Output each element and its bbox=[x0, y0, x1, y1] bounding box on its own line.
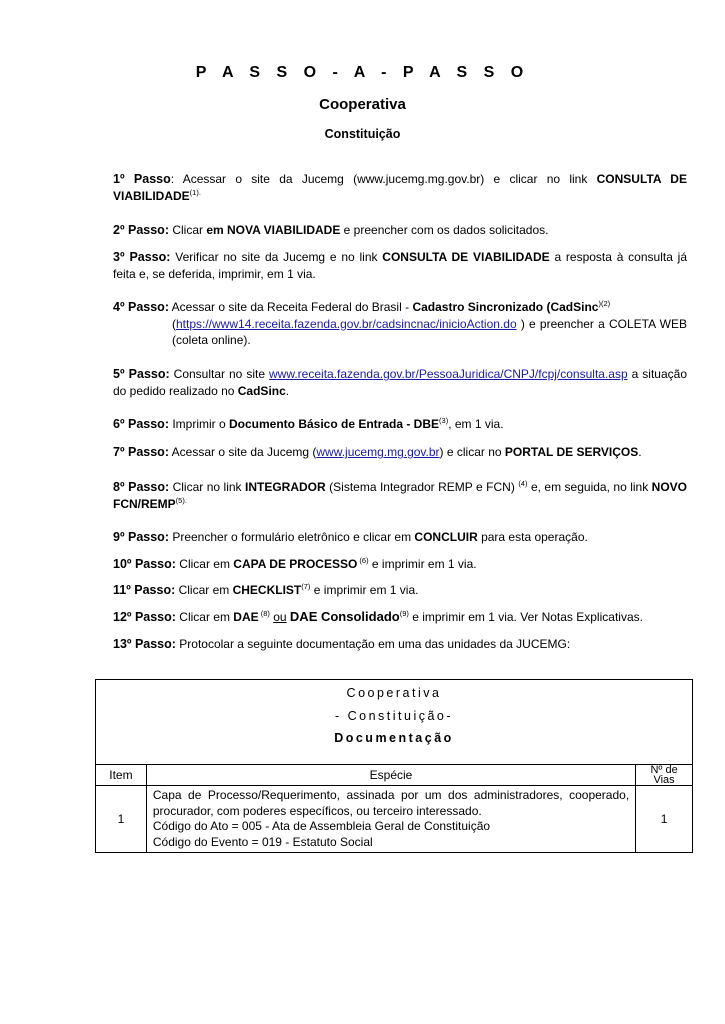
receita-cnpj-link[interactable]: www.receita.fazenda.gov.br/PessoaJuridica/CNPJ/fcpj/consulta.asp bbox=[269, 367, 628, 381]
table-heading: Documentação bbox=[334, 731, 454, 745]
step-text: Preencher o formulário eletrônico e clicar em bbox=[168, 530, 415, 544]
step-5 bbox=[113, 366, 687, 399]
step-11 bbox=[113, 582, 687, 599]
row-especie-line: Código do Evento = 019 - Estatuto Social bbox=[152, 834, 373, 849]
step-label: 7º Passo: bbox=[113, 445, 169, 459]
row-vias: 1 bbox=[636, 786, 693, 853]
step-8 bbox=[113, 479, 687, 512]
step-bold: DAE bbox=[233, 610, 259, 624]
step-bold: CONCLUIR bbox=[414, 530, 478, 544]
step-7 bbox=[113, 444, 687, 461]
step-10 bbox=[113, 556, 687, 573]
step-label: 10º Passo: bbox=[113, 557, 176, 571]
documentation-table bbox=[95, 679, 693, 853]
step-bold: CONSULTA DE VIABILIDADE bbox=[382, 250, 550, 264]
step-13 bbox=[113, 636, 687, 653]
step-text: a resposta à consulta já feita e, se deferida, imprimir, em 1 via. bbox=[113, 250, 687, 281]
step-text: Protocolar a seguinte documentação em uma das unidades da JUCEMG: bbox=[175, 637, 571, 651]
step-bold: em NOVA VIABILIDADE bbox=[206, 223, 341, 237]
footnote-ref: )(2) bbox=[598, 299, 611, 308]
step-text: Imprimir o bbox=[168, 417, 229, 431]
step-text: e imprimir em 1 via. Ver Notas Explicativas. bbox=[408, 610, 643, 624]
table-row bbox=[96, 786, 693, 853]
step-text: Clicar em bbox=[175, 610, 234, 624]
footnote-ref: (8) bbox=[258, 609, 270, 618]
row-especie-line: Capa de Processo/Requerimento, assinada por um dos administradores, cooperado, procurador, com poderes específicos, ou terceiro interessado. bbox=[152, 788, 630, 818]
step-text: a situação do pedido realizado no bbox=[113, 367, 687, 398]
footnote-ref: (3) bbox=[439, 416, 449, 425]
step-text: (Sistema Integrador REMP e FCN) bbox=[325, 480, 519, 494]
column-header-vias-line: Vias bbox=[653, 774, 675, 786]
step-bold: INTEGRADOR bbox=[245, 480, 326, 494]
step-text: e preencher com os dados solicitados. bbox=[340, 223, 549, 237]
step-label: 12º Passo: bbox=[113, 610, 176, 624]
step-text: , em 1 via. bbox=[448, 417, 504, 431]
column-header-vias bbox=[636, 765, 693, 786]
step-text: : Acessar o site da Jucemg (www.jucemg.mg.gov.br) e clicar no link bbox=[170, 172, 597, 186]
step-label: 11º Passo: bbox=[113, 583, 176, 597]
footnote-ref: (1). bbox=[189, 187, 201, 197]
step-text: Acessar o site da Receita Federal do Brasil - bbox=[168, 300, 413, 314]
step-2 bbox=[113, 222, 687, 239]
step-label: 2º Passo: bbox=[113, 223, 169, 237]
footnote-ref: (7) bbox=[301, 582, 311, 591]
step-6 bbox=[113, 416, 687, 433]
step-text: . bbox=[285, 383, 290, 398]
step-1 bbox=[113, 171, 687, 204]
step-text: e, em seguida, no link bbox=[527, 480, 652, 494]
step-text: . bbox=[638, 445, 642, 459]
row-especie bbox=[146, 786, 635, 853]
page-title: P A S S O - A - P A S S O bbox=[195, 64, 530, 81]
step-bold: NOVO FCN/REMP bbox=[113, 480, 688, 511]
page-subtitle: Cooperativa bbox=[319, 96, 406, 113]
step-text: Acessar o site da Jucemg ( bbox=[168, 445, 317, 459]
step-text: ) e clicar no bbox=[439, 445, 505, 459]
step-text: e imprimir em 1 via. bbox=[310, 583, 419, 597]
step-bold: Cadastro Sincronizado (CadSinc bbox=[412, 300, 599, 314]
row-especie-line: Código do Ato = 005 - Ata de Assembleia Geral de Constituição bbox=[152, 819, 491, 833]
step-label: 1º Passo bbox=[113, 172, 171, 186]
step-text: Clicar no link bbox=[169, 480, 246, 494]
step-bold: Documento Básico de Entrada - DBE bbox=[228, 417, 440, 431]
step-label: 8º Passo: bbox=[113, 480, 170, 494]
step-text: para esta operação. bbox=[477, 530, 588, 544]
step-bold: DAE Consolidado bbox=[289, 609, 400, 624]
step-bold: CadSinc bbox=[237, 383, 286, 398]
page-subtitle-2: Constituição bbox=[324, 127, 401, 141]
step-label: 13º Passo: bbox=[113, 637, 176, 651]
step-bold: CHECKLIST bbox=[232, 583, 302, 597]
column-header-especie: Espécie bbox=[146, 765, 635, 786]
receita-cadsinc-link[interactable]: https://www14.receita.fazenda.gov.br/cadsincnac/inicioAction.do bbox=[176, 316, 517, 331]
footnote-ref: (9) bbox=[399, 609, 409, 618]
step-label: 5º Passo: bbox=[113, 367, 170, 381]
footnote-ref: (4) bbox=[518, 479, 528, 488]
footnote-ref: (6) bbox=[357, 556, 369, 565]
step-text: Clicar em bbox=[175, 557, 234, 571]
column-header-item: Item bbox=[96, 765, 147, 786]
step-text: Consultar no site bbox=[169, 367, 270, 381]
step-label: 4º Passo: bbox=[113, 300, 169, 314]
step-label: 6º Passo: bbox=[113, 417, 169, 431]
table-header bbox=[96, 680, 693, 765]
step-text: Clicar bbox=[168, 223, 207, 237]
step-4: 4º Passo: Acessar o site da Receita Federal do Brasil - Cadastro Sincronizado (CadSinc$^{)(2)}$ (https://www14.receita.fazenda.gov.br/cadsincnac/inicioAction.do ) e preencher a COLETA WEB (coleta online). bbox=[113, 299, 687, 347]
jucemg-link[interactable]: www.jucemg.mg.gov.br bbox=[316, 445, 440, 459]
step-text: Clicar em bbox=[175, 583, 233, 597]
footnote-ref: (5). bbox=[175, 495, 187, 505]
step-text: Verificar no site da Jucemg e no link bbox=[170, 250, 383, 264]
table-heading: Cooperativa bbox=[346, 686, 442, 700]
step-text: ) e preencher a COLETA WEB (coleta online). bbox=[172, 316, 687, 347]
step-bold: CAPA DE PROCESSO bbox=[233, 557, 358, 571]
step-9 bbox=[113, 529, 687, 546]
step-label: 9º Passo: bbox=[113, 530, 169, 544]
column-header-vias-line: Nº de bbox=[650, 764, 678, 776]
step-label: 3º Passo: bbox=[113, 250, 171, 264]
row-item: 1 bbox=[96, 786, 147, 853]
step-12 bbox=[113, 609, 687, 626]
step-3 bbox=[113, 249, 687, 282]
step-bold: PORTAL DE SERVIÇOS bbox=[504, 445, 639, 459]
step-bold: CONSULTA DE VIABILIDADE bbox=[113, 172, 687, 203]
table-heading: - Constituição- bbox=[334, 709, 454, 723]
step-text: e imprimir em 1 via. bbox=[368, 557, 477, 571]
step-underlined: ou bbox=[273, 610, 287, 624]
